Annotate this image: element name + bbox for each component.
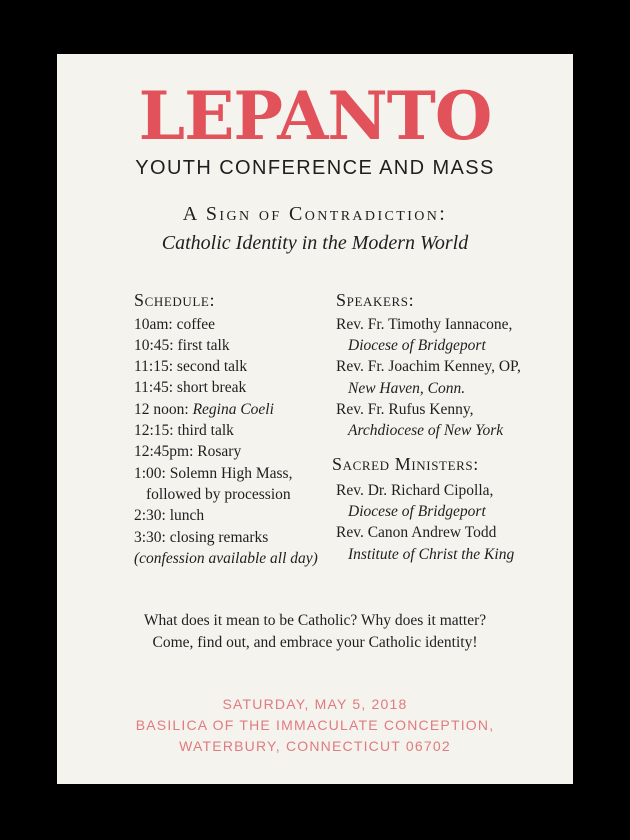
schedule-text: short break: [176, 379, 247, 396]
event-date: SATURDAY, MAY 5, 2018: [222, 696, 408, 712]
speaker-name: Rev. Fr. Joachim Kenney, OP,: [336, 358, 521, 375]
flyer-card: [57, 54, 573, 784]
minister-name: Rev. Dr. Richard Cipolla,: [336, 482, 494, 499]
event-subtitle: YOUTH CONFERENCE AND MASS: [135, 157, 495, 179]
speakers-heading: Speakers:: [336, 290, 415, 310]
schedule-text: closing remarks: [169, 529, 269, 546]
speaker-name: Rev. Fr. Rufus Kenny,: [336, 401, 474, 418]
speaker-affiliation: Diocese of Bridgeport: [348, 337, 486, 354]
schedule-text: coffee: [176, 316, 216, 333]
schedule-item: [134, 421, 234, 441]
message-line: Come, find out, and embrace your Catholic identity!: [152, 634, 478, 651]
schedule-item: [134, 528, 268, 548]
ministers-heading: Sacred Ministers:: [332, 454, 479, 474]
speaker-affiliation: New Haven, Conn.: [348, 380, 466, 397]
schedule-item: [134, 378, 246, 398]
schedule-heading: Schedule:: [134, 290, 216, 310]
schedule-item: [134, 506, 204, 526]
schedule-time: 2:30:: [134, 507, 166, 524]
event-title: LEPANTO: [138, 77, 492, 155]
schedule-text: first talk: [177, 337, 230, 354]
event-address: WATERBURY, CONNECTICUT 06702: [179, 738, 451, 754]
speaker-affiliation: Archdiocese of New York: [348, 422, 504, 439]
schedule-text: third talk: [177, 422, 234, 439]
schedule-note: (confession available all day): [134, 550, 318, 567]
schedule-text: Rosary: [197, 443, 242, 460]
event-details: [57, 694, 573, 757]
schedule-time: 12 noon:: [134, 401, 189, 418]
schedule-text: lunch: [169, 507, 205, 524]
schedule-text: Solemn High Mass,: [169, 465, 293, 482]
schedule-item: [134, 485, 291, 505]
invitation-message: [57, 610, 573, 654]
message-line: What does it mean to be Catholic? Why does it matter?: [143, 612, 487, 629]
schedule-time: 10am:: [134, 316, 173, 333]
speaker-name: Rev. Fr. Timothy Iannacone,: [336, 316, 513, 333]
schedule-time: 11:15:: [134, 358, 174, 375]
schedule-item: [134, 442, 241, 462]
schedule-item: [134, 357, 247, 377]
schedule-item: [134, 336, 230, 356]
schedule-item: [134, 400, 274, 420]
schedule-item: [134, 315, 215, 335]
schedule-item: [134, 464, 292, 484]
theme-title: A Sign of Contradiction:: [182, 203, 448, 225]
schedule-text: Regina Coeli: [192, 401, 274, 418]
schedule-text: followed by procession: [146, 486, 291, 503]
schedule-time: 1:00:: [134, 465, 166, 482]
event-venue: BASILICA OF THE IMMACULATE CONCEPTION,: [135, 717, 495, 733]
theme-subtitle: Catholic Identity in the Modern World: [161, 232, 469, 254]
schedule-section: [134, 290, 334, 580]
schedule-time: 3:30:: [134, 529, 166, 546]
schedule-time: 12:15:: [134, 422, 174, 439]
speakers-section: [332, 290, 566, 580]
schedule-text: second talk: [176, 358, 248, 375]
schedule-time: 11:45:: [134, 379, 174, 396]
minister-affiliation: Institute of Christ the King: [348, 546, 515, 563]
minister-name: Rev. Canon Andrew Todd: [336, 524, 497, 541]
schedule-time: 12:45pm:: [134, 443, 194, 460]
minister-affiliation: Diocese of Bridgeport: [348, 503, 486, 520]
schedule-time: 10:45:: [134, 337, 174, 354]
